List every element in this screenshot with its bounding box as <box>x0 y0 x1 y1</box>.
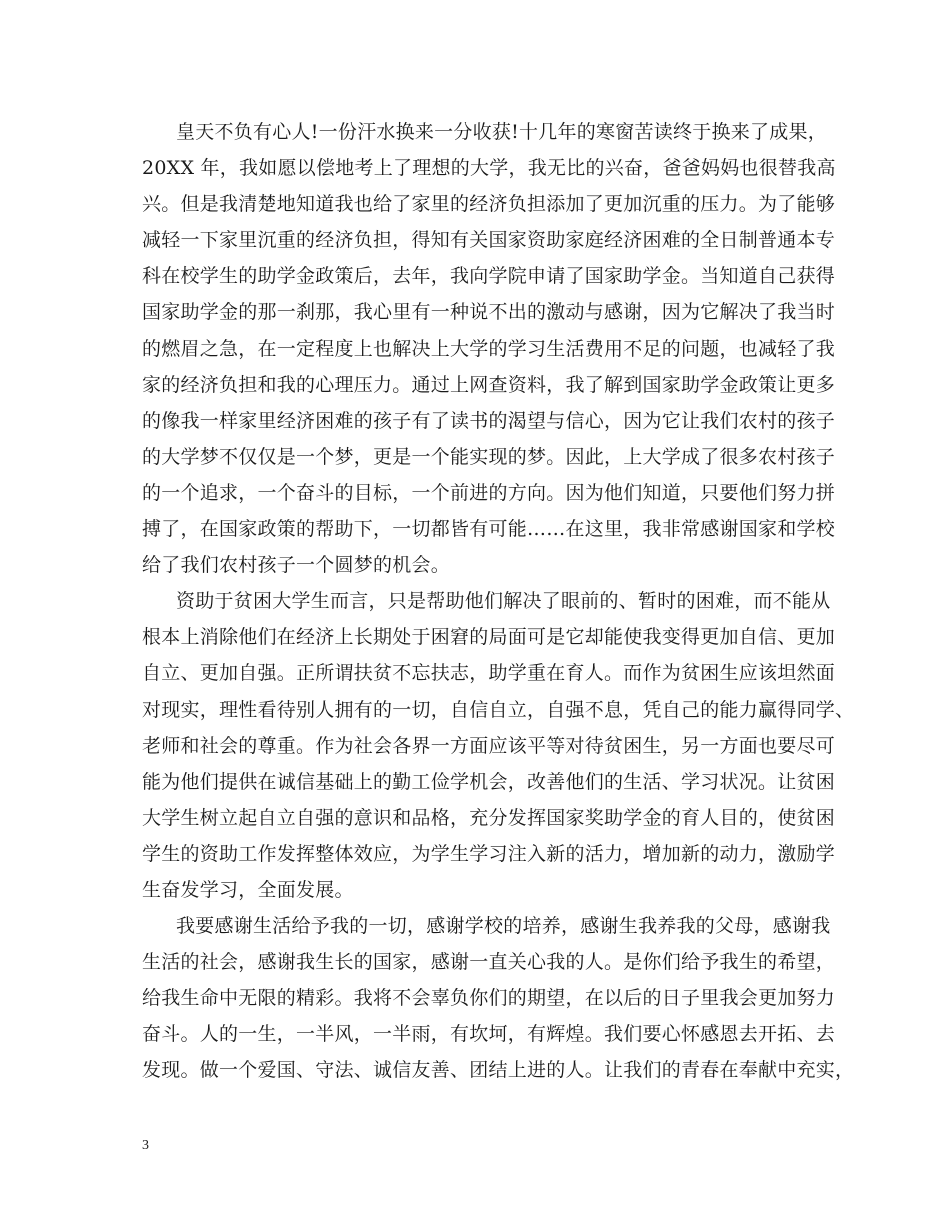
text-line: 减轻一下家里沉重的经济负担，得知有关国家资助家庭经济困难的全日制普通本专 <box>142 229 836 252</box>
text-line: 老师和社会的尊重。作为社会各界一方面应该平等对待贫困生，另一方面也要尽可 <box>142 734 836 757</box>
text-line: 兴。但是我清楚地知道我也给了家里的经济负担添加了更加沉重的压力。为了能够 <box>142 193 836 216</box>
text-line: 的大学梦不仅仅是一个梦，更是一个能实现的梦。因此，上大学成了很多农村孩子 <box>142 445 836 468</box>
text-line: 能为他们提供在诚信基础上的勤工俭学机会，改善他们的生活、学习状况。让贫困 <box>142 770 836 793</box>
text-line: 的燃眉之急，在一定程度上也解决上大学的学习生活费用不足的问题，也减轻了我 <box>142 337 836 360</box>
text-line: 我要感谢生活给予我的一切，感谢学校的培养，感谢生我养我的父母，感谢我 <box>176 915 831 938</box>
text-line: 科在校学生的助学金政策后，去年，我向学院申请了国家助学金。当知道自己获得 <box>142 265 836 288</box>
text-line: 皇天不负有心人!一份汗水换来一分收获!十几年的寒窗苦读终于换来了成果， <box>176 121 828 143</box>
text-line: 发现。做一个爱国、守法、诚信友善、团结上进的人。让我们的青春在奉献中充实， <box>142 1059 855 1082</box>
text-line: 的像我一样家里经济困难的孩子有了读书的渴望与信心，因为它让我们农村的孩子 <box>142 409 836 432</box>
document-body <box>142 114 855 1089</box>
text-line: 搏了，在国家政策的帮助下，一切都皆有可能……在这里，我非常感谢国家和学校 <box>142 518 836 541</box>
text-line: 生奋发学习，全面发展。 <box>142 878 354 901</box>
text-line: 的一个追求，一个奋斗的目标，一个前进的方向。因为他们知道，只要他们努力拼 <box>142 481 836 504</box>
text-line: 生活的社会，感谢我生长的国家，感谢一直关心我的人。是你们给予我生的希望， <box>142 951 836 974</box>
text-line: 自立、更加自强。正所谓扶贫不忘扶志，助学重在育人。而作为贫困生应该坦然面 <box>142 662 836 685</box>
text-line: 资助于贫困大学生而言，只是帮助他们解决了眼前的、暂时的困难，而不能从 <box>176 590 831 613</box>
text-line: 给了我们农村孩子一个圆梦的机会。 <box>142 554 451 577</box>
text-line: 对现实，理性看待别人拥有的一切，自信自立，自强不息，凭自己的能力赢得同学、 <box>142 698 855 721</box>
text-line: 家的经济负担和我的心理压力。通过上网查资料，我了解到国家助学金政策让更多 <box>142 373 836 396</box>
text-line: 大学生树立起自立自强的意识和品格，充分发挥国家奖助学金的育人目的，使贫困 <box>142 806 836 829</box>
page-number: 3 <box>142 1138 149 1153</box>
text-line: 20XX 年，我如愿以偿地考上了理想的大学，我无比的兴奋，爸爸妈妈也很替我高 <box>142 157 836 180</box>
text-line: 学生的资助工作发挥整体效应，为学生学习注入新的活力，增加新的动力，激励学 <box>142 842 836 865</box>
text-line: 国家助学金的那一刹那，我心里有一种说不出的激动与感谢，因为它解决了我当时 <box>142 301 836 324</box>
text-line: 根本上消除他们在经济上长期处于困窘的局面可是它却能使我变得更加自信、更加 <box>142 626 836 649</box>
text-line: 奋斗。人的一生，一半风，一半雨，有坎坷，有辉煌。我们要心怀感恩去开拓、去 <box>142 1023 836 1046</box>
text-line: 给我生命中无限的精彩。我将不会辜负你们的期望，在以后的日子里我会更加努力 <box>142 987 836 1010</box>
